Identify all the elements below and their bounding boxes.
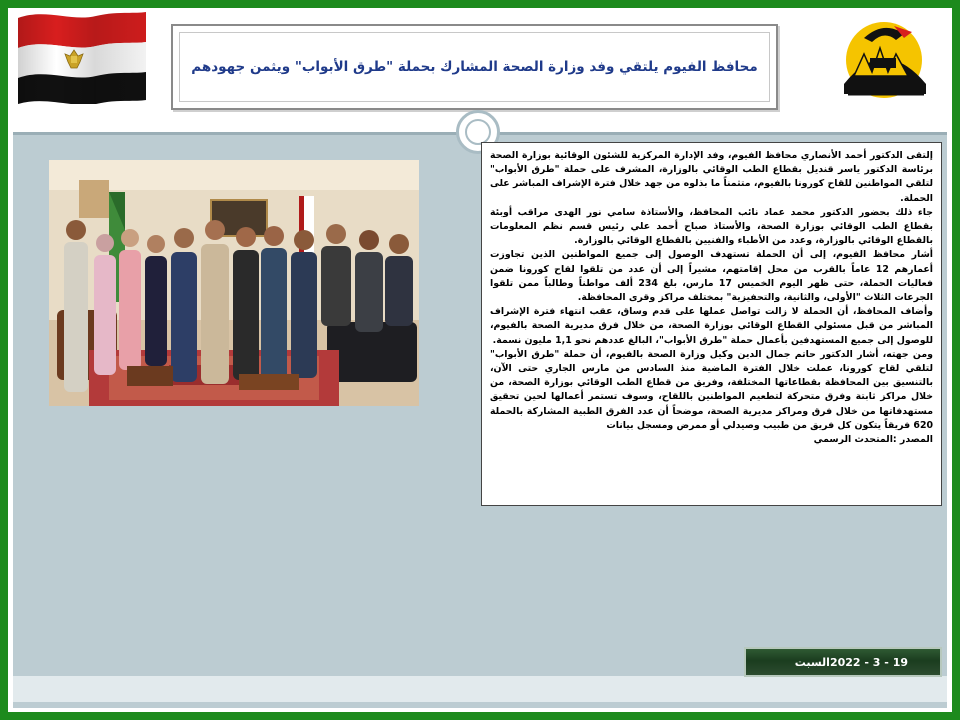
fayoum-logo-icon (834, 14, 934, 102)
article-paragraph: ومن جهته، أشار الدكتور حاتم جمال الدين وكيل وزارة الصحة بالفيوم، أن حملة "طرق الأبواب" لتلقي لقاح كورونا، عملت خلال الفترة الماضية منذ السادس من مارس الجاري حتى الآن، بالتنسيق بين المحافظة بقطاعاتها المختلفة، وفريق من قطاع الطب الوقائي بوزارة الصحة، من خلال مراكز ثابتة وفرق متحركة لتطعيم المواطنين باللقاح، وسوف تستمر أعمالها لحين تحقيق مستهدفاتها من خلال فرق ومراكز مديرية الصحة، موضحاً أن عدد الفرق الطبية المشاركة بالحملة 620 فريقاً يتكون كل فريق من طبيب وصيدلي أو ممرض ومسجل بيانات (490, 348, 933, 431)
title-box (171, 24, 778, 110)
date-badge (744, 647, 942, 677)
delegation-group-photo (49, 160, 419, 406)
article-paragraph: جاء ذلك بحضور الدكتور محمد عماد نائب المحافظ، والأستاذة سامي نور الهدى مراقب أوبئة بقطاع الطب الوقائي بوزارة الصحة، والأستاذ صباح أحمد علي رئيس قسم نظم المعلومات بالقطاع الوقائي بالوزارة، وعدد من الأطباء والفنيين بالقطاع الوقائي بالوزارة. (490, 206, 933, 247)
slide (8, 8, 952, 712)
article-body (481, 142, 942, 506)
egypt-flag-icon (16, 8, 148, 104)
page-title: محافظ الفيوم يلتقي وفد وزارة الصحة المشارك بحملة "طرق الأبواب" ويثمن جهودهم (191, 59, 758, 75)
footer-strip (13, 676, 947, 702)
article-source: المصدر :المتحدث الرسمي (813, 434, 933, 446)
article-paragraph: إلتقى الدكتور أحمد الأنصاري محافظ الفيوم، وفد الإدارة المركزية للشئون الوقائية بوزارة الصحة برئاسة الدكتور ياسر قنديل بقطاع الطب الوقائي بالوزارة، المشرف على حملة "طرق الأبواب" لتلقي المواطنين للقاح كورونا بالفيوم، متثمناً ما بذلوه من جهد خلال فترة الإشراف المباشر على الحملة. (490, 150, 933, 204)
article-paragraph: وأضاف المحافظ، أن الحملة لا زالت تواصل عملها على قدم وساق، عقب انتهاء فترة الإشراف المباشر من قبل مسئولي القطاع الوقائي بوزارة الصحة، من خلال فرق مديرية الصحة بالفيوم، للوصول إلى جميع المستهدفين بأعمال حملة "طرق الأبواب"، البالغ عددهم نحو 1,1 مليون نسمة. (490, 306, 933, 346)
date-day: السبت (794, 655, 830, 669)
date-value: 19 - 3 - 2022 (829, 655, 908, 669)
article-paragraph: أشار محافظ الفيوم، إلى أن الحملة تستهدف الوصول إلى جميع المواطنين الذين تجاوزت أعمارهم 12 عاماً بالقرب من محل إقامتهم، مشيراً إلى أن عدد من تلقوا لقاح كورونا ضمن فعاليات الحملة، حتى ظهر اليوم الخميس 17 مارس، بلغ 234 ألف مواطناً وطالباً ممن تلقوا الجرعات الثلاث "الأولى، والثانية، والتحفيزية" بمختلف مراكز وقرى المحافظة. (490, 249, 933, 304)
